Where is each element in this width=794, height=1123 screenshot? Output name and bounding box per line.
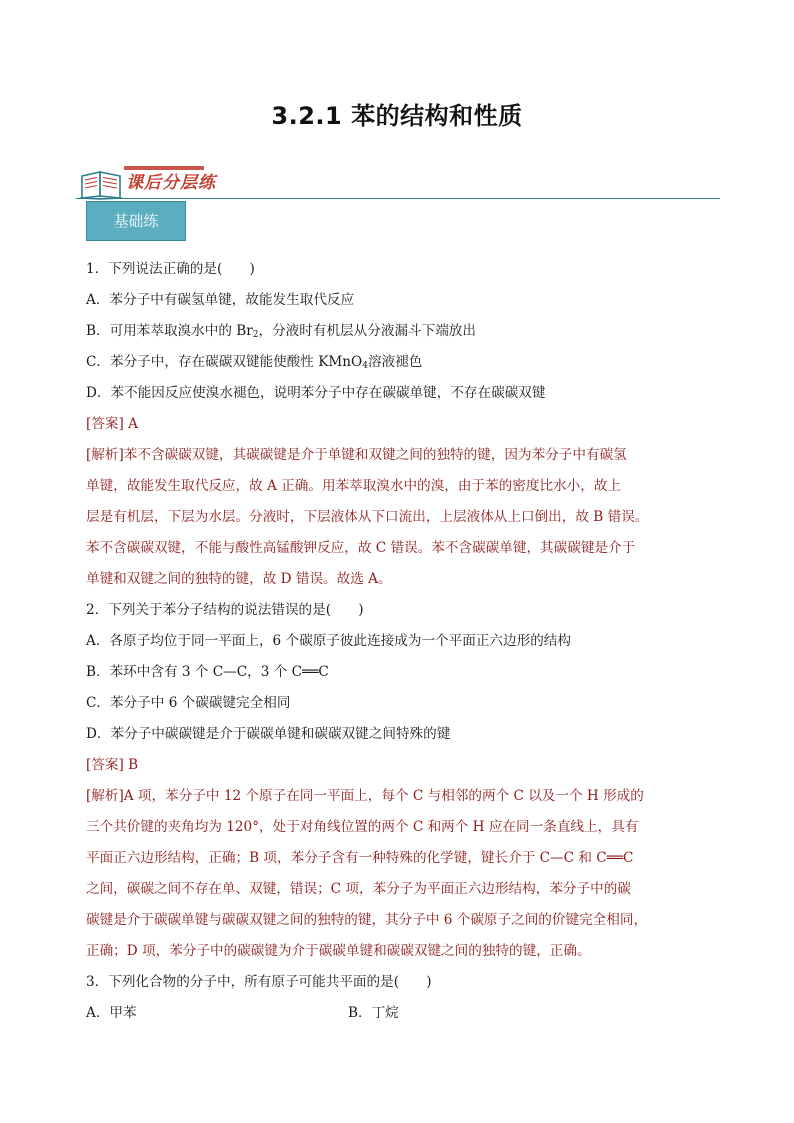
q1-option-d: D．苯不能因反应使溴水褪色，说明苯分子中存在碳碳单键，不存在碳碳双键 (86, 385, 546, 401)
q2-explanation-line: [解析]A 项，苯分子中 12 个原子在同一平面上，每个 C 与相邻的两个 C 以及一个 H 形成的 (86, 788, 644, 804)
q2-explanation-line: 之间，碳碳之间不存在单、双键，错误；C 项，苯分子为平面正六边形结构，苯分子中的碳 (86, 881, 631, 897)
q2-option-c: C．苯分子中 6 个碳碳键完全相同 (86, 695, 291, 711)
q2-option-a: A．各原子均位于同一平面上，6 个碳原子彼此连接成为一个平面正六边形的结构 (86, 633, 571, 649)
q3-option-a: A．甲苯 (86, 1005, 137, 1021)
q3-options (86, 998, 722, 1029)
q1-explanation-line: 苯不含碳碳双键，不能与酸性高锰酸钾反应，故 C 错误。苯不含碳碳单键，其碳碳键是介于 (86, 540, 636, 556)
q1-answer: [答案] A (86, 416, 138, 432)
section-divider (76, 198, 720, 199)
q1-explanation (86, 440, 722, 595)
q2-stem: 2．下列关于苯分子结构的说法错误的是( ) (86, 602, 364, 618)
q2-explanation-line: 正确；D 项，苯分子中的碳碳键为介于碳碳单键和碳碳双键之间的独特的键，正确。 (86, 943, 591, 959)
q1-explanation-line: 单键和双键之间的独特的键，故 D 错误。故选 A。 (86, 571, 392, 587)
q1-option-c: C．苯分子中，存在碳碳双键能使酸性 KMnO$_4$溶液褪色 (86, 354, 423, 371)
q2-explanation-line: 三个共价键的夹角均为 120°，处于对角线位置的两个 C 和两个 H 应在同一条直线上，具有 (86, 819, 639, 835)
tab-basic-practice: 基础练 (86, 201, 186, 241)
q2-option-b: B．苯环中含有 3 个 C—C，3 个 C══C (86, 664, 329, 680)
section-label: 课后分层练 (126, 173, 216, 193)
section-header (76, 162, 720, 200)
q1-explanation-line: 单键，故能发生取代反应，故 A 正确。用苯萃取溴水中的溴，由于苯的密度比水小，故上 (86, 478, 622, 494)
question-content (86, 254, 722, 1029)
q2-option-d: D．苯分子中碳碳键是介于碳碳单键和碳碳双键之间特殊的键 (86, 726, 451, 742)
q3-option-b: B．丁烷 (348, 1005, 399, 1021)
q2-explanation (86, 781, 722, 967)
q1-explanation-line: [解析]苯不含碳碳双键，其碳碳键是介于单键和双键之间的独特的键，因为苯分子中有碳氢 (86, 447, 627, 463)
q1-explanation-line: 层是有机层，下层为水层。分液时，下层液体从下口流出，上层液体从上口倒出，故 B 错误。 (86, 509, 649, 525)
q1-stem: 1．下列说法正确的是( ) (86, 261, 255, 277)
book-icon (78, 168, 124, 200)
q2-explanation-line: 碳键是介于碳碳单键与碳碳双键之间的独特的键，其分子中 6 个碳原子之间的价键完全相同， (86, 912, 648, 928)
page-title: 3.2.1 苯的结构和性质 (271, 102, 523, 130)
q2-explanation-line: 平面正六边形结构，正确；B 项，苯分子含有一种特殊的化学键，键长介于 C—C 和 C══C (86, 850, 634, 866)
q1-option-a: A．苯分子中有碳氢单键，故能发生取代反应 (86, 292, 355, 308)
q2-answer: [答案] B (86, 757, 139, 773)
q3-stem: 3．下列化合物的分子中，所有原子可能共平面的是( ) (86, 974, 432, 990)
q1-option-b: B．可用苯萃取溴水中的 $Br_2$，分液时有机层从分液漏斗下端放出 (86, 323, 476, 340)
